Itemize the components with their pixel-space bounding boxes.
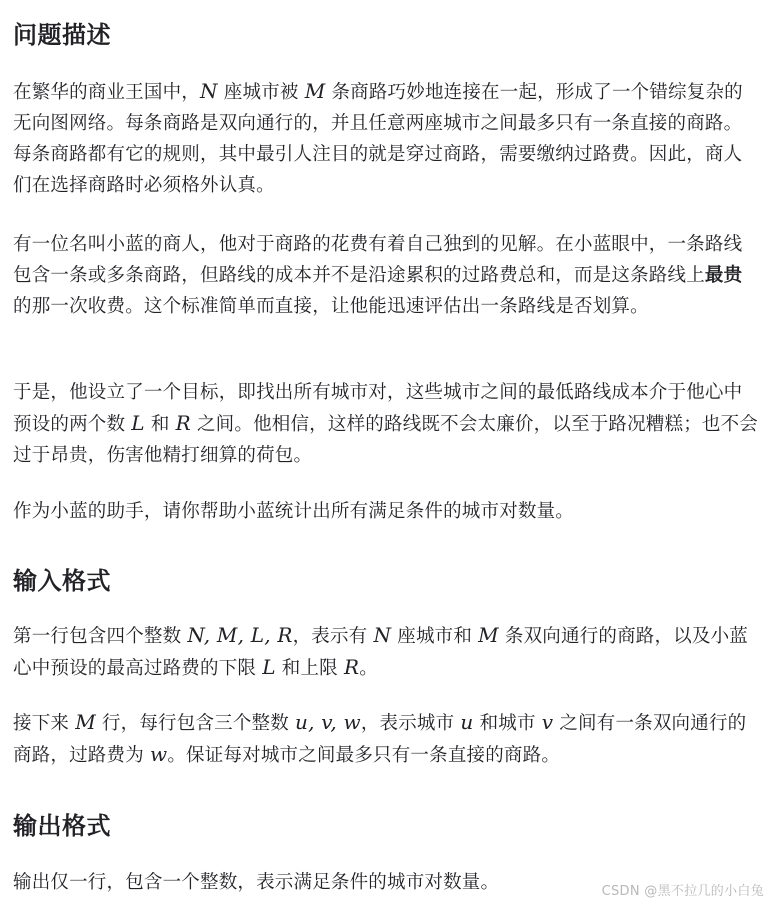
math-var-n: N xyxy=(373,623,392,647)
math-var-n: N xyxy=(200,79,218,103)
description-paragraph-1: 在繁华的商业王国中，N 座城市被 M 条商路巧妙地连接在一起，形成了一个错综复杂的无向图网络。每条商路是双向通行的，并且任意两座城市之间最多只有一条直接的商路。每条商路都有它的规则，其中最引人注目的就是穿过商路，需要缴纳过路费。因此，商人们在选择商路时必须格外认真。 xyxy=(13,79,743,196)
heading-input-format: 输入格式 xyxy=(13,567,111,595)
math-vars-uvw: u, v, w xyxy=(295,710,361,734)
math-var-v: v xyxy=(541,710,554,734)
math-var-l: L xyxy=(262,655,276,679)
description-paragraph-3: 于是，他设立了一个目标，即找出所有城市对，这些城市之间的最低路线成本介于他心中预设的两个数 L 和 R 之间。他相信，这样的路线既不会太廉价，以至于路况糟糕；也不会过于昂贵，伤害他精打细算的荷包。 xyxy=(13,382,758,466)
math-var-r: R xyxy=(175,411,191,435)
math-var-m: M xyxy=(75,710,96,734)
math-var-r: R xyxy=(343,655,360,679)
math-var-u: u xyxy=(460,710,474,734)
math-var-w: w xyxy=(149,742,168,766)
input-paragraph-1: 第一行包含四个整数 N, M, L, R，表示有 N 座城市和 M 条双向通行的商路，以及小蓝心中预设的最高过路费的下限 L 和上限 R。 xyxy=(13,623,749,679)
heading-description: 问题描述 xyxy=(13,21,111,49)
output-paragraph-1: 输出仅一行，包含一个整数，表示满足条件的城市对数量。 xyxy=(13,872,500,893)
math-var-l: L xyxy=(131,411,145,435)
description-paragraph-2: 有一位名叫小蓝的商人，他对于商路的花费有着自己独到的见解。在小蓝眼中，一条路线包含一条或多条商路，但路线的成本并不是沿途累积的过路费总和，而是这条路线上最贵的那一次收费。这个标准简单而直接，让他能迅速评估出一条路线是否划算。 xyxy=(13,234,743,317)
math-vars-nmlr: N, M, L, R xyxy=(187,623,293,647)
bold-most-expensive: 最贵 xyxy=(704,265,743,286)
csdn-watermark: CSDN @黑不拉几的小白兔 xyxy=(601,884,764,899)
heading-output-format: 输出格式 xyxy=(13,812,111,840)
description-paragraph-4: 作为小蓝的助手，请你帮助小蓝统计出所有满足条件的城市对数量。 xyxy=(13,501,575,522)
math-var-m: M xyxy=(304,79,326,103)
math-var-m: M xyxy=(478,623,499,647)
input-paragraph-2: 接下来 M 行，每行包含三个整数 u, v, w，表示城市 u 和城市 v 之间有一条双向通行的商路，过路费为 w。保证每对城市之间最多只有一条直接的商路。 xyxy=(13,710,747,766)
